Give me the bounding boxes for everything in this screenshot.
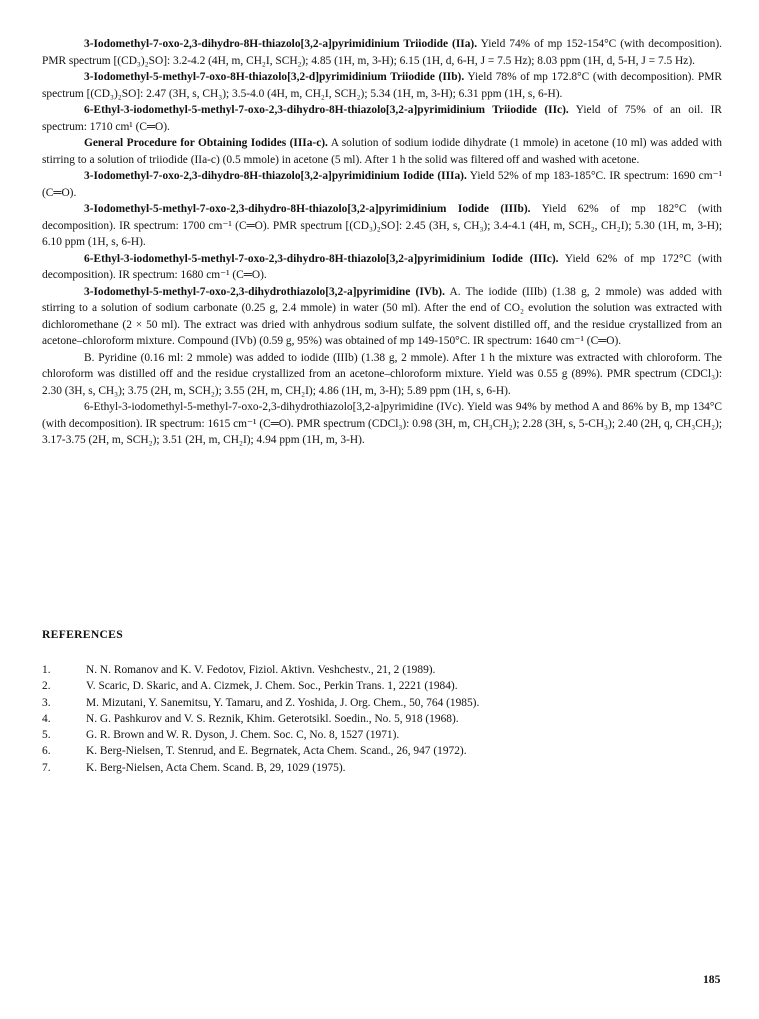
paragraph-iic [42, 102, 722, 135]
reference-item [42, 678, 722, 694]
reference-item [42, 760, 722, 776]
reference-item [42, 727, 722, 743]
paragraph-body: Yield 52% of mp 183-185°C. IR spectrum: 1690 cm⁻¹ (C═O). [42, 170, 722, 199]
paragraph-ivb-method-b [42, 350, 722, 400]
page-number: 185 [703, 973, 721, 986]
paragraph-iiib [42, 201, 722, 251]
compound-title: 6-Ethyl-3-iodomethyl-5-methyl-7-oxo-2,3-dihydro-8H-thiazolo[3,2-a]pyrimidinium Triiodide (IIc). [84, 104, 569, 116]
paragraph-body: Yield 62% of mp 182°C (with decomposition). IR spectrum: 1700 cm⁻¹ (C═O). PMR spectrum [(CD₃)₂SO]: 2.45 (3H, s, CH₃); 3.4-4.1 (4H, m, SCH₂, CH₂I); 5.30 (1H, m, 3-H); 6.10 ppm (1H, s, 6-H). [42, 203, 722, 248]
reference-item [42, 662, 722, 678]
procedure-title: General Procedure for Obtaining Iodides (IIIa-c). [84, 137, 328, 149]
reference-text: V. Scaric, D. Skaric, and A. Cizmek, J. Chem. Soc., Perkin Trans. 1, 2221 (1984). [86, 680, 458, 693]
paragraph-iiic [42, 251, 722, 284]
reference-number: 3. [42, 696, 51, 709]
compound-title: 3-Iodomethyl-5-methyl-7-oxo-2,3-dihydrothiazolo[3,2-a]pyrimidine (IVb). [84, 285, 445, 298]
paragraph-body: A solution of sodium iodide dihydrate (1 mmole) in acetone (10 ml) was added with stirring to a solution of triiodide (IIa-c) (0.5 mmole) in acetone (5 ml). After 1 h the solid was filtered off and washed with acetone. [42, 137, 722, 166]
compound-title: 3-Iodomethyl-7-oxo-2,3-dihydro-8H-thiazolo[3,2-a]pyrimidinium Iodide (IIIa). [84, 170, 467, 182]
reference-text: N. G. Pashkurov and V. S. Reznik, Khim. Geterotsikl. Soedin., No. 5, 918 (1968). [86, 712, 459, 725]
compound-title: 3-Iodomethyl-5-methyl-7-oxo-2,3-dihydro-8H-thiazolo[3,2-a]pyrimidinium Iodide (IIIb). [84, 203, 531, 215]
reference-item [42, 711, 722, 727]
paragraph-body: Yield 78% of mp 172.8°C (with decomposition). PMR spectrum [(CD₃)₂SO]: 2.47 (3H, s, CH₃); 3.5-4.0 (4H, m, CH₂I, SCH₂); 5.34 (1H, m, 3-H); 6.31 ppm (1H, s, 6-H). [42, 71, 722, 100]
paragraph-iia [42, 36, 722, 69]
paragraph-body: A. The iodide (IIIb) (1.38 g, 2 mmole) was added with stirring to a solution of sodium carbonate (0.25 g, 2.4 mmole) in water (50 ml). After the end of CO₂ evolution the solution was extracted with dichloromethane (2 × 50 ml). The extract was dried with anhydrous sodium sulfate, the solvent distilled off, and the residue crystallized from an acetone–chloroform mixture. Compound (IVb) (0.59 g, 95%) was obtained of mp 149-150°C. IR spectrum: 1640 cm⁻¹ (C═O). [42, 285, 722, 347]
reference-item [42, 695, 722, 711]
reference-text: K. Berg-Nielsen, Acta Chem. Scand. B, 29, 1029 (1975). [86, 761, 346, 774]
paragraph-body: Yield 62% of mp 172°C (with decomposition). IR spectrum: 1680 cm⁻¹ (C═O). [42, 252, 722, 281]
experimental-text [42, 36, 722, 449]
paragraph-ivc [42, 399, 722, 449]
reference-number: 1. [42, 664, 51, 676]
reference-text: K. Berg-Nielsen, T. Stenrud, and E. Begrnatek, Acta Chem. Scand., 26, 947 (1972). [86, 745, 467, 758]
compound-title: 6-Ethyl-3-iodomethyl-5-methyl-7-oxo-2,3-dihydro-8H-thiazolo[3,2-a]pyrimidinium Iodide (IIIc). [84, 252, 559, 265]
reference-number: 6. [42, 745, 51, 758]
reference-text: M. Mizutani, Y. Sanemitsu, Y. Tamaru, and Z. Yoshida, J. Org. Chem., 50, 764 (1985). [86, 696, 480, 709]
paragraph-iib [42, 69, 722, 102]
reference-number: 7. [42, 761, 51, 774]
paragraph-ivb-method-a [42, 284, 722, 350]
references-list [42, 662, 722, 776]
paragraph-body: B. Pyridine (0.16 ml: 2 mmole) was added to iodide (IIIb) (1.38 g, 2 mmole). After 1 h the mixture was extracted with chloroform. The chloroform was distilled off and the residue crystallized from an acetone–chloroform mixture. Yield was 0.55 g (89%). PMR spectrum (CDCl₃): 2.30 (3H, s, CH₃); 3.75 (2H, m, SCH₂); 3.55 (2H, m, CH₂I); 4.86 (1H, m, 3-H); 5.89 ppm (1H, s, 6-H). [42, 351, 722, 397]
compound-title: 3-Iodomethyl-5-methyl-7-oxo-8H-thiazolo[3,2-d]pyrimidinium Triiodide (IIb). [84, 71, 465, 83]
compound-title: 3-Iodomethyl-7-oxo-2,3-dihydro-8H-thiazolo[3,2-a]pyrimidinium Triiodide (IIa). [84, 38, 478, 50]
references-heading: REFERENCES [42, 628, 123, 641]
reference-item [42, 743, 722, 759]
paragraph-body: 6-Ethyl-3-iodomethyl-5-methyl-7-oxo-2,3-dihydrothiazolo[3,2-a]pyrimidine (IVc). Yield was 94% by method A and 86% by B, mp 134°C (with decomposition). IR spectrum: 1615 cm⁻¹ (C═O). PMR spectrum (CDCl₃): 0.98 (3H, m, CH₃CH₂); 2.28 (3H, s, 5-CH₃); 2.40 (2H, q, CH₃CH₂); 3.17-3.75 (2H, m, SCH₂); 3.51 (2H, m, CH₂I); 4.94 ppm (1H, m, 3-H). [42, 401, 722, 446]
reference-number: 5. [42, 729, 51, 742]
paragraph-general-procedure [42, 135, 722, 168]
reference-text: G. R. Brown and W. R. Dyson, J. Chem. Soc. C, No. 8, 1527 (1971). [86, 729, 400, 742]
paragraph-iiia [42, 168, 722, 201]
reference-number: 4. [42, 712, 51, 725]
reference-number: 2. [42, 680, 51, 693]
paragraph-body: Yield 74% of mp 152-154°C (with decomposition). PMR spectrum [(CD₃)₂SO]: 3.2-4.2 (4H, m, CH₂I, SCH₂); 4.85 (1H, m, 3-H); 6.15 (1H, d, 6-H, J = 7.5 Hz); 8.03 ppm (1H, d, 5-H, J = 7.5 Hz). [42, 38, 722, 67]
paragraph-body: Yield of 75% of an oil. IR spectrum: 1710 cm¹ (C═O). [42, 104, 722, 133]
reference-text: N. N. Romanov and K. V. Fedotov, Fiziol. Aktivn. Veshchestv., 21, 2 (1989). [86, 664, 436, 676]
